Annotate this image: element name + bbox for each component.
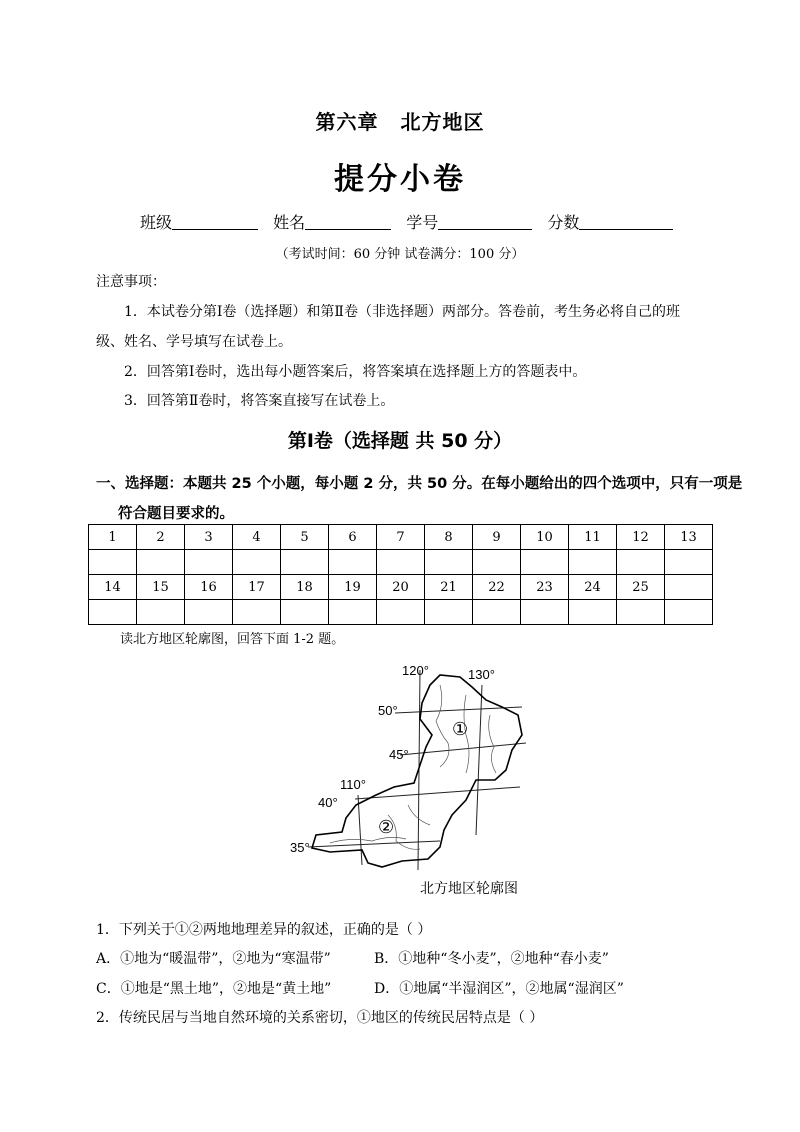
notice-item-2: 2．回答第Ⅰ卷时，选出每小题答案后，将答案填在选择题上方的答题表中。 xyxy=(124,364,587,380)
answer-cell[interactable] xyxy=(137,550,185,575)
answer-cell[interactable] xyxy=(89,550,137,575)
lon120-label: 120° xyxy=(402,663,429,678)
answer-number-cell: 13 xyxy=(665,525,713,550)
answer-cell[interactable] xyxy=(617,600,665,625)
answer-number-cell: 19 xyxy=(329,575,377,600)
region-2-label: ② xyxy=(378,817,395,838)
section-instruction-cont: 符合题目要求的。 xyxy=(118,506,234,522)
lon110-label: 110° xyxy=(340,777,366,792)
answer-number-cell: 7 xyxy=(377,525,425,550)
answer-cell[interactable] xyxy=(185,600,233,625)
class-field[interactable] xyxy=(172,213,258,230)
chapter-title: 北方地区 xyxy=(400,110,485,134)
map-title: 北方地区轮廓图 xyxy=(420,881,518,897)
exam-time-note: （考试时间：60 分钟 试卷满分：100 分） xyxy=(275,247,525,262)
meridian-110 xyxy=(358,795,362,865)
lat40-label: 40° xyxy=(318,795,338,810)
name-label: 姓名 xyxy=(273,213,306,232)
question-1-option-a[interactable]: A．①地为“暖温带”，②地为“寒温带” xyxy=(96,951,331,967)
answer-number-cell: 8 xyxy=(425,525,473,550)
answer-cell[interactable] xyxy=(473,600,521,625)
answer-number-cell: 5 xyxy=(281,525,329,550)
lon130-label: 130° xyxy=(468,667,495,682)
answer-cell[interactable] xyxy=(233,600,281,625)
answer-number-row-1 xyxy=(89,525,713,550)
answer-number-cell: 1 xyxy=(89,525,137,550)
answer-number-cell: 9 xyxy=(473,525,521,550)
lat35-label: 35° xyxy=(290,840,310,855)
answer-number-cell: 24 xyxy=(569,575,617,600)
answer-cell[interactable] xyxy=(665,550,713,575)
answer-number-cell: 18 xyxy=(281,575,329,600)
map-caption: 读北方地区轮廓图，回答下面 1-2 题。 xyxy=(120,632,345,647)
notice-item-1-cont: 级、姓名、学号填写在试卷上。 xyxy=(96,334,292,350)
answer-cell[interactable] xyxy=(329,600,377,625)
answer-cell[interactable] xyxy=(329,550,377,575)
answer-cell[interactable] xyxy=(89,600,137,625)
answer-blank-row-2 xyxy=(89,600,713,625)
answer-blank-row-1 xyxy=(89,550,713,575)
question-1-option-b[interactable]: B．①地种“冬小麦”，②地种“春小麦” xyxy=(374,951,609,967)
answer-number-cell: 12 xyxy=(617,525,665,550)
notice-heading: 注意事项： xyxy=(96,274,166,290)
page-title: 提分小卷 xyxy=(334,162,466,197)
answer-number-cell: 11 xyxy=(569,525,617,550)
answer-number-cell: 10 xyxy=(521,525,569,550)
answer-number-cell: 25 xyxy=(617,575,665,600)
north-region-map xyxy=(290,655,540,885)
answer-cell[interactable] xyxy=(617,550,665,575)
lat50-label: 50° xyxy=(378,703,398,718)
notice-item-1: 1．本试卷分第Ⅰ卷（选择题）和第Ⅱ卷（非选择题）两部分。答卷前，考生务必将自己的班 xyxy=(124,304,680,320)
answer-number-cell: 22 xyxy=(473,575,521,600)
class-label: 班级 xyxy=(140,213,173,232)
answer-number-cell: 2 xyxy=(137,525,185,550)
answer-number-cell: 23 xyxy=(521,575,569,600)
answer-cell[interactable] xyxy=(233,550,281,575)
meridian-130 xyxy=(476,685,482,835)
answer-number-cell: 17 xyxy=(233,575,281,600)
chapter-number: 第六章 xyxy=(315,110,379,134)
answer-cell[interactable] xyxy=(569,550,617,575)
answer-cell[interactable] xyxy=(425,600,473,625)
section-instruction: 一、选择题：本题共 25 个小题，每小题 2 分，共 50 分。在每小题给出的四个选项中，只有一项是 xyxy=(96,476,743,492)
question-2: 2．传统民居与当地自然环境的关系密切，①地区的传统民居特点是（ ） xyxy=(96,1010,544,1026)
answer-number-cell: 16 xyxy=(185,575,233,600)
answer-number-row-2 xyxy=(89,575,713,600)
question-1-option-d[interactable]: D．①地属“半湿润区”，②地属“湿润区” xyxy=(374,981,624,997)
answer-number-cell: 3 xyxy=(185,525,233,550)
region-outline xyxy=(312,675,522,867)
student-info-row xyxy=(140,210,683,233)
answer-cell[interactable] xyxy=(377,600,425,625)
answer-cell[interactable] xyxy=(137,600,185,625)
answer-number-cell xyxy=(665,575,713,600)
answer-number-cell: 15 xyxy=(137,575,185,600)
answer-number-cell: 4 xyxy=(233,525,281,550)
score-field[interactable] xyxy=(579,213,673,230)
lat45-label: 45° xyxy=(389,747,409,762)
parallel-35 xyxy=(308,841,440,847)
student-id-field[interactable] xyxy=(438,213,532,230)
name-field[interactable] xyxy=(305,213,391,230)
answer-number-cell: 6 xyxy=(329,525,377,550)
chapter-heading xyxy=(0,106,800,135)
answer-number-cell: 14 xyxy=(89,575,137,600)
answer-cell[interactable] xyxy=(473,550,521,575)
answer-cell[interactable] xyxy=(569,600,617,625)
answer-cell[interactable] xyxy=(377,550,425,575)
answer-number-cell: 21 xyxy=(425,575,473,600)
notice-item-3: 3．回答第Ⅱ卷时，将答案直接写在试卷上。 xyxy=(124,393,395,409)
student-id-label: 学号 xyxy=(406,213,439,232)
question-1: 1．下列关于①②两地地理差异的叙述，正确的是（ ） xyxy=(96,922,432,938)
answer-cell[interactable] xyxy=(281,550,329,575)
answer-cell[interactable] xyxy=(185,550,233,575)
answer-table xyxy=(88,524,713,625)
score-label: 分数 xyxy=(547,213,580,232)
region-1-label: ① xyxy=(452,719,469,740)
answer-cell[interactable] xyxy=(665,600,713,625)
answer-number-cell: 20 xyxy=(377,575,425,600)
answer-cell[interactable] xyxy=(521,550,569,575)
question-1-option-c[interactable]: C．①地是“黑土地”，②地是“黄土地” xyxy=(96,981,332,997)
answer-cell[interactable] xyxy=(281,600,329,625)
answer-cell[interactable] xyxy=(425,550,473,575)
answer-cell[interactable] xyxy=(521,600,569,625)
section-title: 第Ⅰ卷（选择题 共 50 分） xyxy=(287,430,513,452)
